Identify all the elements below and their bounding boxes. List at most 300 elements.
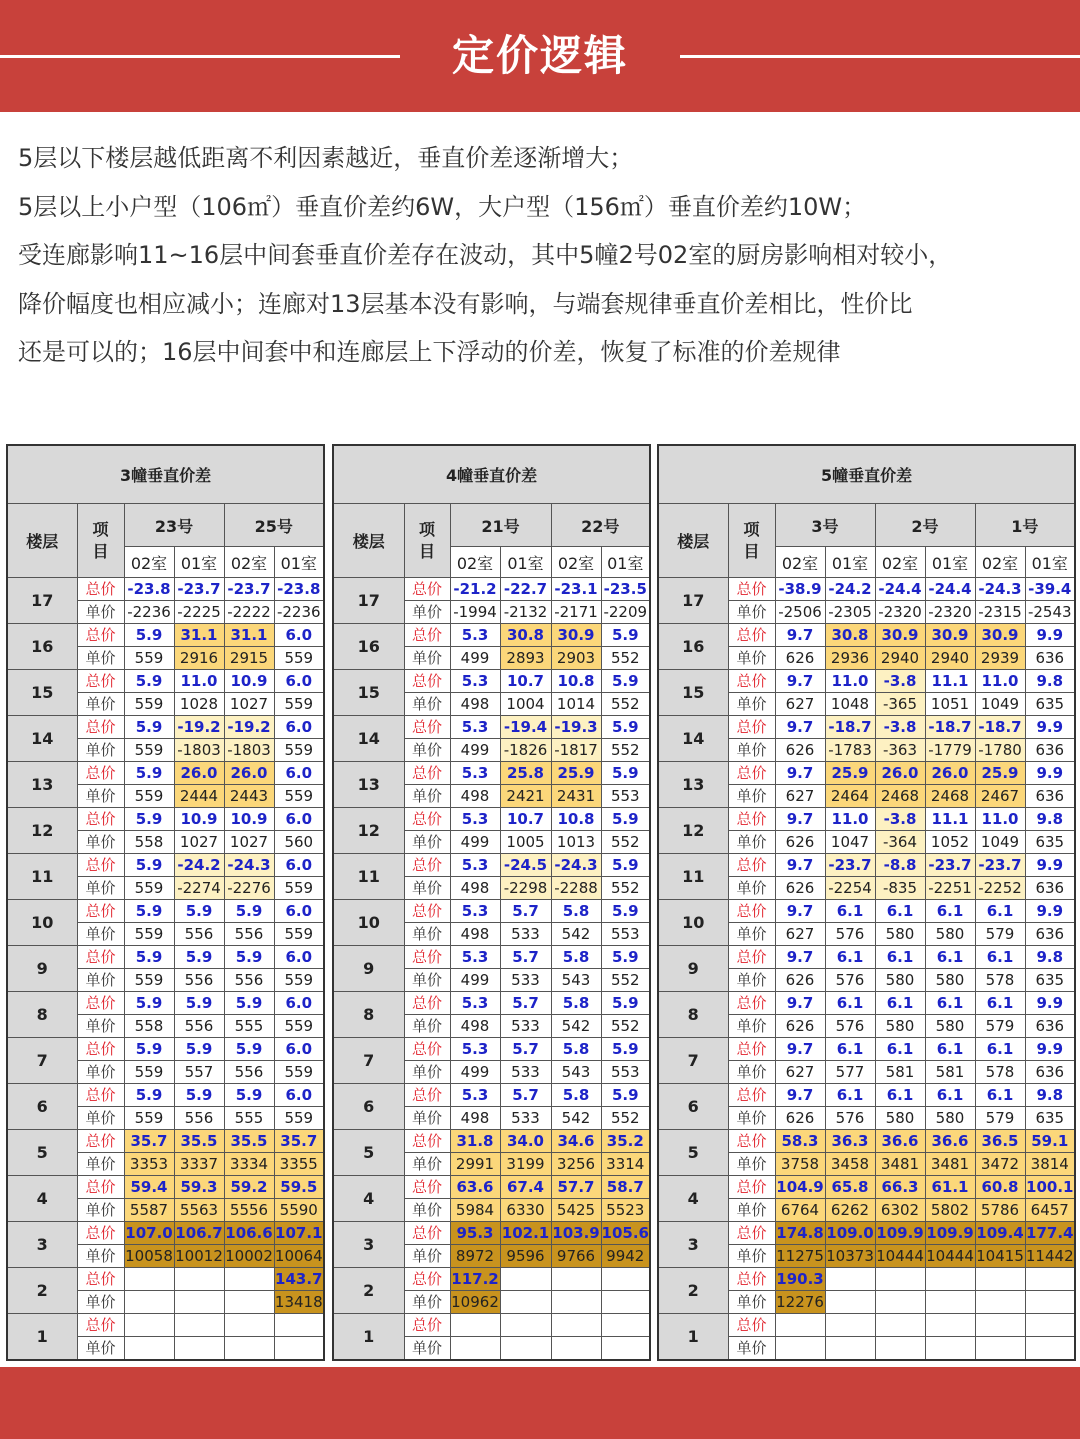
total-price-cell: 30.9 [975,624,1025,647]
total-price-cell: 6.0 [274,808,324,831]
room-header: 02室 [124,547,174,578]
total-price-cell: -24.2 [825,578,875,601]
building-group-header: 21号 [450,504,551,547]
page-title: 定价逻辑 [451,31,628,80]
unit-price-cell: -2288 [551,877,601,900]
table-title: 4幢垂直价差 [333,445,650,504]
description-line: 受连廊影响11~16层中间套垂直价差存在波动，其中5幢2号02室的厨房影响相对较小， [18,241,953,269]
unit-price-cell: 3758 [775,1153,825,1176]
unit-price-cell: 556 [224,1061,274,1084]
unit-price-label: 单价 [77,1337,124,1361]
floor-label: 3 [658,1222,728,1268]
total-price-label: 总价 [77,992,124,1015]
total-price-cell: 5.9 [124,808,174,831]
table-row [7,1084,324,1107]
total-price-cell: 9.7 [775,854,825,877]
unit-price-cell: 552 [601,969,650,992]
unit-price-cell: -2543 [1025,601,1075,624]
table-row [658,1222,1075,1245]
unit-price-cell: 559 [274,1107,324,1130]
unit-price-cell: -1826 [500,739,551,762]
unit-price-cell: 1049 [975,831,1025,854]
unit-price-cell: 578 [975,1061,1025,1084]
total-price-cell: -24.3 [975,578,1025,601]
unit-price-label: 单价 [404,923,450,946]
total-price-cell: 109.0 [825,1222,875,1245]
total-price-cell: 5.3 [450,762,500,785]
table-row [333,1268,650,1291]
floor-label: 13 [658,762,728,808]
table-row [333,670,650,693]
unit-price-cell: 626 [775,969,825,992]
unit-price-cell: 553 [601,1061,650,1084]
total-price-cell: 109.9 [875,1222,925,1245]
total-price-cell: 117.2 [450,1268,500,1291]
total-price-label: 总价 [728,1314,775,1337]
total-price-cell: 10.8 [551,670,601,693]
unit-price-cell: -2305 [825,601,875,624]
unit-price-cell [825,1291,875,1314]
unit-price-cell: -1803 [174,739,224,762]
floor-label: 8 [333,992,404,1038]
unit-price-cell: 626 [775,1107,825,1130]
total-price-cell: 26.0 [875,762,925,785]
total-price-cell: 6.1 [825,900,875,923]
total-price-cell: 5.7 [500,1084,551,1107]
total-price-cell: 5.8 [551,900,601,923]
unit-price-label: 单价 [77,693,124,716]
floor-label: 4 [7,1176,77,1222]
unit-price-cell: 556 [174,1015,224,1038]
total-price-cell: 11.0 [174,670,224,693]
table-row [7,1268,324,1291]
total-price-cell: 5.9 [124,1038,174,1061]
description-line: 5层以上小户型（106㎡）垂直价差约6W，大户型（156㎡）垂直价差约10W； [18,192,867,221]
unit-price-cell: 5587 [124,1199,174,1222]
unit-price-cell [925,1291,975,1314]
total-price-cell: 9.7 [775,624,825,647]
room-header: 01室 [925,547,975,578]
unit-price-cell: -2254 [825,877,875,900]
total-price-cell: 106.6 [224,1222,274,1245]
unit-price-cell: 5984 [450,1199,500,1222]
total-price-cell: 30.8 [825,624,875,647]
unit-price-cell: 3337 [174,1153,224,1176]
unit-price-cell: 556 [174,969,224,992]
floor-label: 7 [333,1038,404,1084]
total-price-cell: -3.8 [875,808,925,831]
total-price-cell: 10.8 [551,808,601,831]
unit-price-cell: 559 [274,739,324,762]
floor-label: 13 [7,762,77,808]
total-price-cell: 34.0 [500,1130,551,1153]
total-price-cell: 6.1 [975,946,1025,969]
total-price-cell: 10.7 [500,808,551,831]
total-price-cell [825,1314,875,1337]
table-row [7,624,324,647]
unit-price-cell: 533 [500,923,551,946]
total-price-label: 总价 [77,578,124,601]
unit-price-cell: 559 [274,877,324,900]
total-price-cell: -19.3 [551,716,601,739]
unit-price-cell: -2225 [174,601,224,624]
total-price-cell: 9.7 [775,1038,825,1061]
unit-price-label: 单价 [77,1015,124,1038]
unit-price-cell: 10373 [825,1245,875,1268]
unit-price-label: 单价 [728,739,775,762]
table-row [7,762,324,785]
unit-price-cell: 559 [124,785,174,808]
unit-price-cell: 2431 [551,785,601,808]
unit-price-label: 单价 [404,1153,450,1176]
unit-price-cell: 3334 [224,1153,274,1176]
total-price-cell: 5.7 [500,946,551,969]
total-price-cell: 6.0 [274,992,324,1015]
total-price-cell: 5.9 [601,1084,650,1107]
unit-price-cell [1025,1291,1075,1314]
total-price-label: 总价 [404,946,450,969]
unit-price-cell: 5523 [601,1199,650,1222]
floor-header: 楼层 [333,504,404,578]
unit-price-cell: 2936 [825,647,875,670]
total-price-label: 总价 [404,716,450,739]
total-price-cell: 5.7 [500,992,551,1015]
total-price-cell: 36.3 [825,1130,875,1153]
unit-price-label: 单价 [728,969,775,992]
unit-price-cell: 559 [274,647,324,670]
table-row [658,762,1075,785]
table-title: 3幢垂直价差 [7,445,324,504]
total-price-label: 总价 [404,1176,450,1199]
total-price-cell: 6.1 [975,1084,1025,1107]
building-group-header: 3号 [775,504,875,547]
total-price-cell: 6.1 [875,900,925,923]
total-price-cell: 5.9 [224,900,274,923]
total-price-cell: 6.1 [925,1084,975,1107]
unit-price-label: 单价 [728,1153,775,1176]
unit-price-cell: -1994 [450,601,500,624]
total-price-cell: 35.5 [174,1130,224,1153]
total-price-cell: 25.9 [551,762,601,785]
unit-price-label: 单价 [404,647,450,670]
total-price-cell: 6.0 [274,624,324,647]
floor-label: 1 [658,1314,728,1361]
total-price-label: 总价 [728,624,775,647]
unit-price-cell: 552 [601,1107,650,1130]
total-price-cell: 6.1 [825,1084,875,1107]
unit-price-cell: 581 [925,1061,975,1084]
floor-label: 11 [7,854,77,900]
unit-price-cell: 2915 [224,647,274,670]
total-price-cell: 6.1 [975,992,1025,1015]
total-price-cell: -18.7 [925,716,975,739]
unit-price-label: 单价 [77,739,124,762]
room-header: 02室 [551,547,601,578]
table-row [333,578,650,601]
total-price-cell: 5.9 [601,900,650,923]
table-row [7,1038,324,1061]
unit-price-cell: -1780 [975,739,1025,762]
unit-price-label: 单价 [404,1199,450,1222]
floor-label: 12 [7,808,77,854]
total-price-label: 总价 [404,1268,450,1291]
unit-price-cell [875,1291,925,1314]
unit-price-cell: 10415 [975,1245,1025,1268]
unit-price-cell: 498 [450,1107,500,1130]
total-price-cell: 5.9 [174,1084,224,1107]
unit-price-cell: 498 [450,693,500,716]
table-row [658,624,1075,647]
total-price-cell: 9.8 [1025,670,1075,693]
unit-price-cell: 636 [1025,1061,1075,1084]
unit-price-cell: -365 [875,693,925,716]
total-price-cell: -23.8 [274,578,324,601]
total-price-cell: 30.8 [500,624,551,647]
item-header: 项目 [77,504,124,578]
total-price-label: 总价 [77,854,124,877]
unit-price-cell: -2171 [551,601,601,624]
unit-price-cell [875,1337,925,1361]
room-header: 01室 [174,547,224,578]
unit-price-cell: 579 [975,923,1025,946]
floor-label: 11 [333,854,404,900]
unit-price-cell: 576 [825,923,875,946]
room-header: 01室 [825,547,875,578]
unit-price-label: 单价 [77,969,124,992]
floor-label: 2 [7,1268,77,1314]
total-price-label: 总价 [728,1222,775,1245]
unit-price-cell: 626 [775,1015,825,1038]
total-price-cell: 30.9 [551,624,601,647]
unit-price-label: 单价 [404,1015,450,1038]
total-price-cell: 25.9 [975,762,1025,785]
total-price-label: 总价 [404,578,450,601]
total-price-cell [224,1268,274,1291]
building-group-header: 25号 [224,504,324,547]
table-row [658,854,1075,877]
floor-label: 17 [658,578,728,624]
unit-price-cell: 5590 [274,1199,324,1222]
header-line-right [680,55,1080,58]
total-price-cell: 143.7 [274,1268,324,1291]
unit-price-cell: -2298 [500,877,551,900]
total-price-label: 总价 [404,670,450,693]
unit-price-label: 单价 [77,647,124,670]
total-price-cell: -23.7 [975,854,1025,877]
total-price-cell: 6.0 [274,1084,324,1107]
unit-price-cell: -1817 [551,739,601,762]
total-price-cell: 5.3 [450,1084,500,1107]
description [18,134,1068,377]
total-price-cell: 6.1 [925,992,975,1015]
unit-price-cell: 1048 [825,693,875,716]
unit-price-cell: 5786 [975,1199,1025,1222]
unit-price-cell: 498 [450,1015,500,1038]
unit-price-cell: 1013 [551,831,601,854]
building-group-header: 2号 [875,504,975,547]
total-price-cell: 5.9 [224,1084,274,1107]
unit-price-cell: 552 [601,693,650,716]
total-price-cell [925,1268,975,1291]
unit-price-cell: 560 [274,831,324,854]
unit-price-cell: 627 [775,693,825,716]
table-row [7,716,324,739]
unit-price-cell: 2468 [875,785,925,808]
floor-label: 1 [7,1314,77,1361]
total-price-cell: 25.9 [825,762,875,785]
floor-label: 9 [658,946,728,992]
total-price-cell: 5.3 [450,716,500,739]
table-row [7,900,324,923]
total-price-cell: 36.6 [875,1130,925,1153]
unit-price-cell: 559 [124,739,174,762]
total-price-label: 总价 [404,762,450,785]
unit-price-cell: 559 [274,1061,324,1084]
total-price-cell: 35.7 [124,1130,174,1153]
unit-price-cell: 1049 [975,693,1025,716]
unit-price-cell: 626 [775,647,825,670]
unit-price-cell: 542 [551,1015,601,1038]
unit-price-label: 单价 [77,785,124,808]
table-row [333,1222,650,1245]
unit-price-cell: 556 [174,1107,224,1130]
unit-price-cell [551,1337,601,1361]
unit-price-cell: 10002 [224,1245,274,1268]
unit-price-cell: 559 [124,647,174,670]
total-price-cell: -24.4 [925,578,975,601]
unit-price-cell: 577 [825,1061,875,1084]
total-price-cell: 11.0 [975,670,1025,693]
floor-label: 16 [7,624,77,670]
table-row [658,1314,1075,1337]
unit-price-cell: 580 [925,923,975,946]
unit-price-cell: 1005 [500,831,551,854]
total-price-cell: 35.5 [224,1130,274,1153]
table-row [7,1314,324,1337]
floor-label: 2 [658,1268,728,1314]
unit-price-label: 单价 [728,1061,775,1084]
total-price-cell: 5.9 [124,670,174,693]
total-price-cell [825,1268,875,1291]
unit-price-label: 单价 [77,923,124,946]
unit-price-cell: -1783 [825,739,875,762]
unit-price-cell: 636 [1025,647,1075,670]
total-price-label: 总价 [77,716,124,739]
table-row [333,1314,650,1337]
unit-price-cell: 627 [775,785,825,808]
total-price-cell: 5.3 [450,1038,500,1061]
unit-price-label: 单价 [728,1199,775,1222]
table-row [333,992,650,1015]
unit-price-cell: 559 [124,1107,174,1130]
floor-label: 17 [7,578,77,624]
unit-price-cell: 499 [450,739,500,762]
total-price-label: 总价 [404,854,450,877]
total-price-cell: -38.9 [775,578,825,601]
unit-price-label: 单价 [77,601,124,624]
unit-price-cell: 580 [875,1015,925,1038]
unit-price-cell: 626 [775,831,825,854]
total-price-cell [551,1268,601,1291]
unit-price-cell: -2252 [975,877,1025,900]
total-price-cell: 31.1 [224,624,274,647]
floor-label: 14 [7,716,77,762]
total-price-cell: 11.0 [825,808,875,831]
unit-price-label: 单价 [404,969,450,992]
table-row [658,1130,1075,1153]
unit-price-cell: 1027 [174,831,224,854]
unit-price-label: 单价 [404,601,450,624]
unit-price-cell [1025,1337,1075,1361]
floor-label: 9 [7,946,77,992]
total-price-cell: -24.3 [551,854,601,877]
unit-price-cell: 579 [975,1107,1025,1130]
unit-price-cell: 627 [775,923,825,946]
total-price-cell: 9.7 [775,946,825,969]
total-price-cell: 6.0 [274,854,324,877]
total-price-cell: 10.9 [174,808,224,831]
table-row [658,1176,1075,1199]
total-price-cell: 6.0 [274,946,324,969]
total-price-cell: 60.8 [975,1176,1025,1199]
unit-price-cell: 580 [875,969,925,992]
unit-price-cell: 1047 [825,831,875,854]
table-row [333,716,650,739]
total-price-cell: 6.1 [875,1038,925,1061]
unit-price-cell: -2315 [975,601,1025,624]
floor-label: 11 [658,854,728,900]
total-price-label: 总价 [404,900,450,923]
total-price-cell: 9.9 [1025,624,1075,647]
total-price-cell: 5.9 [124,992,174,1015]
total-price-cell: 6.1 [875,946,925,969]
total-price-cell: 9.8 [1025,946,1075,969]
unit-price-cell [450,1337,500,1361]
unit-price-label: 单价 [77,1061,124,1084]
total-price-cell: 35.2 [601,1130,650,1153]
unit-price-cell: 2893 [500,647,551,670]
unit-price-cell: 580 [925,1107,975,1130]
table-title: 5幢垂直价差 [658,445,1075,504]
table-row [658,578,1075,601]
total-price-cell: 105.6 [601,1222,650,1245]
unit-price-label: 单价 [404,739,450,762]
total-price-cell: 58.3 [775,1130,825,1153]
unit-price-cell: 627 [775,1061,825,1084]
unit-price-cell: 559 [274,923,324,946]
unit-price-cell: 636 [1025,923,1075,946]
total-price-cell: 36.6 [925,1130,975,1153]
floor-label: 6 [7,1084,77,1130]
unit-price-label: 单价 [728,1107,775,1130]
floor-label: 15 [658,670,728,716]
total-price-cell: -19.4 [500,716,551,739]
total-price-cell: 5.9 [224,992,274,1015]
unit-price-cell: 542 [551,1107,601,1130]
unit-price-label: 单价 [404,785,450,808]
total-price-label: 总价 [77,1314,124,1337]
unit-price-cell [551,1291,601,1314]
total-price-cell: 102.1 [500,1222,551,1245]
unit-price-label: 单价 [728,601,775,624]
table-row [7,578,324,601]
total-price-cell [174,1268,224,1291]
description-line: 5层以下楼层越低距离不利因素越近，垂直价差逐渐增大； [18,144,634,172]
total-price-label: 总价 [728,1130,775,1153]
unit-price-cell: 3355 [274,1153,324,1176]
total-price-cell: 5.9 [174,1038,224,1061]
unit-price-cell: 581 [875,1061,925,1084]
